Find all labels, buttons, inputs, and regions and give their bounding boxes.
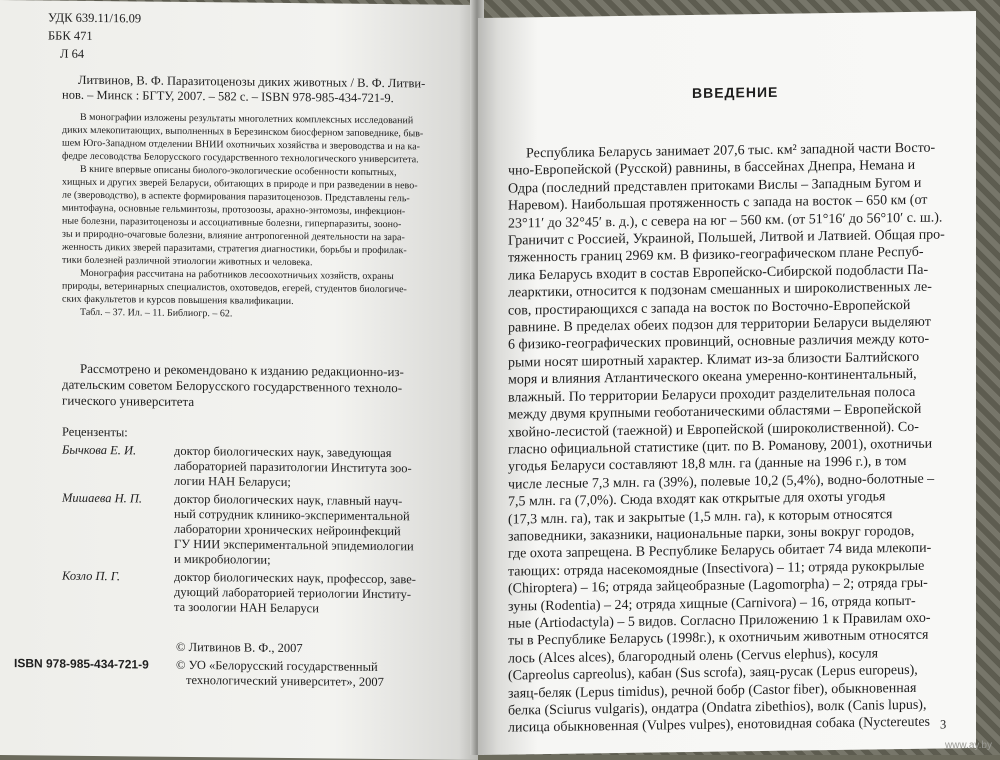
citation-block <box>62 73 466 107</box>
body-line: рыми носят широтный характер. Климат из-за близости Балтийского <box>508 349 920 371</box>
reviewer-name: Бычкова Е. И. <box>62 442 137 458</box>
reviewer-entry <box>62 490 466 567</box>
annotation-block <box>62 111 466 323</box>
body-line: белка (Sciurus vulgaris), ондатра (Ondatra zibethios), волк (Canis lupus), <box>508 697 927 719</box>
body-line: моря и влияния Атлантического океана умеренно-континентальный, <box>508 367 917 388</box>
annotation-line: женность диких зверей паразитами, стратегия диагностики, борьбы и профилак- <box>62 241 407 257</box>
body-line: (Chiroptera) – 16; отряда зайцеобразные (Lagomorpha) – 2; отряда гры- <box>508 575 928 597</box>
body-line: заповедники, заказники, национальные парки, зоны вокруг городов, <box>508 523 915 545</box>
body-line: ты в Республике Беларусь (1998г.), к охотничьим животным относятся <box>508 628 929 649</box>
body-line: где охота запрещена. В Республике Беларусь обитает 74 вида млекопи- <box>508 541 932 562</box>
reviewer-line: и микробиологии; <box>174 551 271 567</box>
isbn-number: ISBN 978-985-434-721-9 <box>14 656 149 672</box>
reviewer-line: доктор биологических наук, заведующая <box>174 443 392 461</box>
body-line: Одра (последний представлен притоками Вислы – Западным Бугом и <box>508 175 922 197</box>
reviewer-line: ГУ НИИ экспериментальной эпидемиологии <box>174 536 414 554</box>
body-line: лисица обыкновенная (Vulpes vulpes), енотовидная собака (Nyctereutes <box>508 715 930 736</box>
watermark: www.ay.by <box>944 740 992 751</box>
recommendation-line: дательским советом Белорусского государственного техноло- <box>62 376 403 396</box>
right-page <box>478 11 976 755</box>
body-line: сов, простирающихся с запада на восток по Восточно-Европейской <box>508 297 911 319</box>
reviewer-line: доктор биологических наук, профессор, заве- <box>174 569 416 587</box>
annotation-line: тики болезней различной этиологии животных и человека. <box>62 254 313 269</box>
copyright-publisher <box>176 658 466 691</box>
author-mark: Л 64 <box>60 46 85 61</box>
annotation-line: В монографии изложены результаты многолетних комплексных исследований <box>80 111 414 127</box>
body-line: тающих: отряда насекомоядные (Insectivora) – 11; отряда рукокрылые <box>508 558 925 580</box>
body-line: Республика Беларусь занимает 207,6 тыс. км² западной части Восто- <box>526 140 936 162</box>
annotation-line: зы и природно-очаговые болезни, влияние антропогенной деятельности на зара- <box>62 228 405 244</box>
bbk-code: ББК 471 <box>48 28 93 43</box>
recommendation-line: Рассмотрено и рекомендовано к изданию редакционно-из- <box>80 360 404 380</box>
reviewer-name: Козло П. Г. <box>62 568 121 584</box>
reviewer-entry <box>62 442 466 490</box>
annotation-line: диких млекопитающих, выполненных в Березинском биосферном заповеднике, быв- <box>62 124 424 140</box>
annotation-line: хищных и других зверей Беларуси, обитающих в природе и при разведении в нево- <box>62 176 418 192</box>
recommendation-line: гического университета <box>62 392 195 410</box>
body-line: леарктики, относится к подзонам смешанных и широколиственных ле- <box>508 279 932 301</box>
body-line: равнине. В пределах обеих подзон для территории Беларуси выделяют <box>508 314 931 336</box>
annotation-line: ные болезни, паразитоценозы и ассоциативные болезни, гиперпаразиты, зооно- <box>62 215 402 231</box>
body-line: ные (Artiodactyla) – 5 видов. Согласно Приложению 1 к Правилам охо- <box>508 610 931 632</box>
udk-code: УДК 639.11/16.09 <box>48 10 142 26</box>
body-line: числе лесные 7,3 млн. га (39%), полевые 10,2 (5,4%), водно-болотные – <box>508 471 935 493</box>
body-line: угодья Беларуси составляют 18,8 млн. га (данные на 1996 г.), в том <box>508 454 907 475</box>
body-line: между двумя крупными геоботаническими областями – Европейской <box>508 401 922 423</box>
reviewer-line: та зоологии НАН Беларуси <box>174 599 319 616</box>
intro-body <box>508 139 956 737</box>
body-line: (Capreolus capreolus), кабан (Sus scrofa), заяц-русак (Lepus europeus), <box>508 663 918 684</box>
body-line: зуны (Rodentia) – 24; отряда хищные (Carnivora) – 16, отряда копыт- <box>508 593 916 615</box>
body-line: Наревом). Наибольшая протяженность с запада на восток – 650 км (от <box>508 192 928 214</box>
annotation-line: В книге впервые описаны биолого-экологические особенности копытных, <box>80 163 397 179</box>
body-line: тяженность границ 2969 км. В физико-географическом плане Респуб- <box>508 245 924 267</box>
copyright-line: технологический университет», 2007 <box>186 672 384 690</box>
body-line: лось (Alces alces), благородный олень (Cervus elephus), косуля <box>508 646 879 667</box>
reviewer-line: доктор биологических наук, главный науч- <box>174 491 403 509</box>
body-line: гласно официальной статистике (цит. по В. Романову, 2001), охотничьи <box>508 436 933 458</box>
left-page <box>0 0 478 760</box>
annotation-line: федре лесоводства Белорусского государственного технологического университета. <box>62 150 419 166</box>
chapter-title: ВВЕДЕНИЕ <box>692 83 779 102</box>
body-line: хвойно-лесистой (таежной) и Европейской (широколиственной). Со- <box>508 419 919 441</box>
body-line: Граничит с Россией, Украиной, Польшей, Литвой и Латвией. Общая про- <box>508 227 945 249</box>
body-line: чно-Европейской (Русской) равнины, в бассейнах Днепра, Немана и <box>508 158 916 179</box>
copyright-line: © УО «Белорусский государственный <box>176 657 378 674</box>
copyright-author: © Литвинов В. Ф., 2007 <box>176 639 303 656</box>
reviewer-name: Мишаева Н. П. <box>62 490 143 506</box>
reviewers-heading: Рецензенты: <box>62 424 128 440</box>
reviewer-line: дующий лабораторией териологии Институ- <box>174 584 412 602</box>
reviewer-line: лабораторией паразитологии Института зоо- <box>174 458 412 476</box>
citation-line: нов. – Минск : БГТУ, 2007. – 582 с. – ISBN 978-985-434-721-9. <box>62 87 394 106</box>
body-line: 23°11′ до 32°45′ в. д.), с севера на юг – 560 км. (от 51°16′ до 56°10′ с. ш.). <box>508 210 943 232</box>
reviewer-line: лаборатории хронических нейроинфекций <box>174 521 401 539</box>
body-line: заяц-беляк (Lepus timidus), речной бобр (Castor fiber), обыкновенная <box>508 680 917 702</box>
body-line: влажный. По территории Беларуси проходит разделительная полоса <box>508 384 916 406</box>
annotation-line: ле (звероводство), в аспекте формирования паразитоценозов. Представлены гель- <box>62 189 410 205</box>
annotation-line: природы, ветеринарных специалистов, охотоведов, егерей, студентов биологиче- <box>62 280 407 296</box>
reviewer-line: логии НАН Беларуси; <box>174 473 291 490</box>
annotation-line: ских факультетов и курсов повышения квалификации. <box>62 293 294 308</box>
annotation-line: минтофауна, основные гельминтозы, протозоозы, арахно-энтомозы, инфекцион- <box>62 202 406 218</box>
annotation-line: шем Юго-Западном отделении ВНИИ охотничьих хозяйства и звероводства и на ка- <box>62 137 420 153</box>
body-line: лика Беларусь входит в состав Европейско-Сибирской подобласти Па- <box>508 262 929 284</box>
body-line: 6 физико-географических провинций, основные различия между кото- <box>508 332 930 354</box>
annotation-line: Табл. – 37. Ил. – 11. Библиогр. – 62. <box>80 306 233 320</box>
annotation-line: Монография рассчитана на работников лесоохотничьих хозяйств, охраны <box>80 267 394 283</box>
reviewer-entry <box>62 568 466 616</box>
body-line: 7,5 млн. га (7,0%). Сюда входят как открытые для охоты угодья <box>508 489 886 510</box>
recommendation-block <box>62 361 466 413</box>
body-line: (17,3 млн. га), так и закрытые (1,5 млн. га), к которым относятся <box>508 506 893 528</box>
reviewer-line: ный сотрудник клинико-экспериментальной <box>174 506 410 524</box>
citation-line: Литвинов, В. Ф. Паразитоценозы диких животных / В. Ф. Литви- <box>78 72 426 91</box>
page-number: 3 <box>940 717 947 732</box>
